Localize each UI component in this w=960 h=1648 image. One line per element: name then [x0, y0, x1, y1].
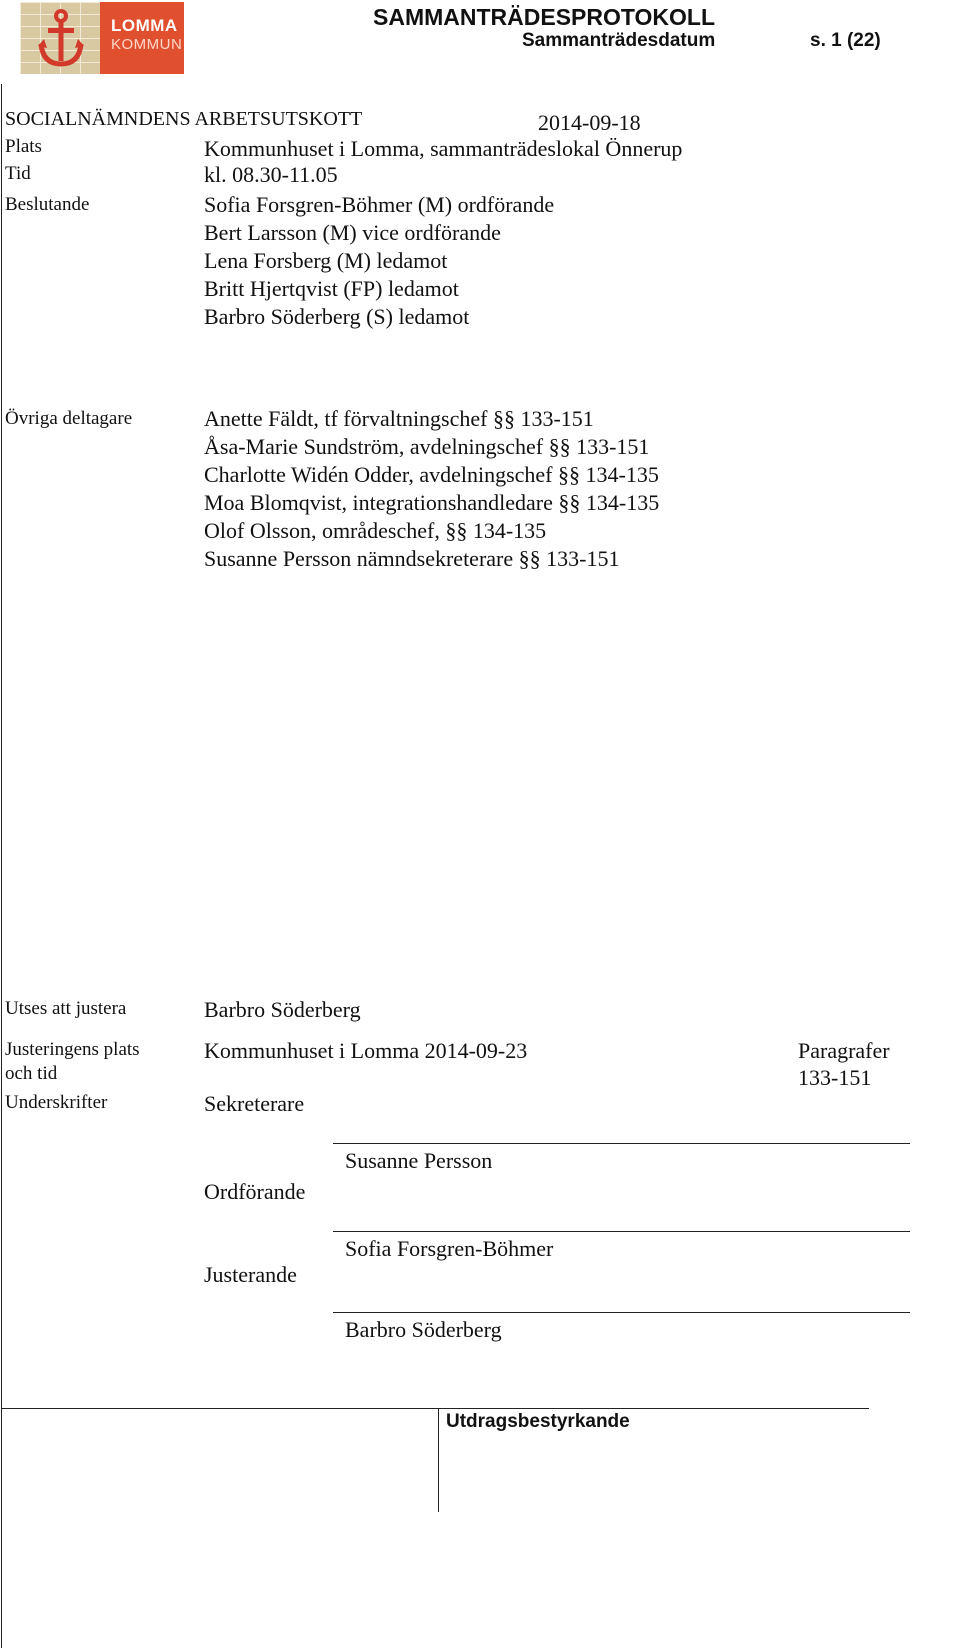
- list-item: Susanne Persson nämndsekreterare §§ 133-151: [204, 546, 620, 571]
- place-value: Kommunhuset i Lomma, sammanträdeslokal Önnerup: [204, 136, 683, 161]
- other-participants-list: [204, 405, 659, 573]
- logo-text-lomma: LOMMA: [111, 16, 178, 35]
- time-value: kl. 08.30-11.05: [204, 162, 338, 187]
- certification-label: Utdragsbestyrkande: [446, 1411, 630, 1432]
- list-item: Lena Forsberg (M) ledamot: [204, 248, 448, 273]
- paragraphs-range: 133-151: [798, 1065, 872, 1090]
- left-border: [1, 84, 2, 1648]
- signatures-label: Underskrifter: [5, 1092, 108, 1113]
- list-item: Anette Fäldt, tf förvaltningschef §§ 133-151: [204, 406, 594, 431]
- list-item: Moa Blomqvist, integrationshandledare §§ 134-135: [204, 490, 660, 515]
- place-label: Plats: [5, 136, 42, 157]
- secretary-name: Susanne Persson: [345, 1148, 493, 1173]
- list-item: Bert Larsson (M) vice ordförande: [204, 220, 501, 245]
- list-item: Åsa-Marie Sundström, avdelningschef §§ 133-151: [204, 434, 650, 459]
- committee-name: SOCIALNÄMNDENS ARBETSUTSKOTT: [5, 108, 363, 130]
- adjust-place-time: Kommunhuset i Lomma 2014-09-23: [204, 1038, 528, 1063]
- adjuster-label: Justerande: [204, 1262, 297, 1287]
- list-item: Sofia Forsgren-Böhmer (M) ordförande: [204, 192, 555, 217]
- chair-name: Sofia Forsgren-Böhmer: [345, 1236, 554, 1261]
- anchor-icon: [38, 8, 84, 70]
- chair-signature-line: [333, 1231, 910, 1232]
- page-number: s. 1 (22): [810, 30, 881, 51]
- meeting-date-label: Sammanträdesdatum: [522, 30, 716, 51]
- list-item: Charlotte Widén Odder, avdelningschef §§ 134-135: [204, 462, 659, 487]
- list-item: Britt Hjertqvist (FP) ledamot: [204, 276, 459, 301]
- decision-makers-label: Beslutande: [5, 194, 90, 215]
- lomma-kommun-logo: [20, 2, 184, 74]
- document-title: SAMMANTRÄDESPROTOKOLL: [373, 4, 716, 30]
- paragraphs-label: Paragrafer: [798, 1038, 890, 1063]
- other-participants-label: Övriga deltagare: [5, 408, 133, 429]
- appointed-adjuster: Barbro Söderberg: [204, 997, 361, 1022]
- meeting-date: 2014-09-18: [538, 110, 641, 135]
- adjuster-name: Barbro Söderberg: [345, 1317, 502, 1342]
- adjuster-signature-line: [333, 1312, 910, 1313]
- list-item: Olof Olsson, områdeschef, §§ 134-135: [204, 518, 547, 543]
- decision-makers-list: [204, 191, 554, 331]
- secretary-signature-line: [333, 1143, 910, 1144]
- time-label: Tid: [5, 163, 31, 184]
- secretary-label: Sekreterare: [204, 1091, 305, 1116]
- chair-label: Ordförande: [204, 1179, 306, 1204]
- footer-top-line: [1, 1408, 869, 1409]
- list-item: Barbro Söderberg (S) ledamot: [204, 304, 470, 329]
- adjust-time-label: och tid: [5, 1063, 58, 1084]
- logo-text-kommun: KOMMUN: [111, 36, 183, 53]
- footer-divider: [438, 1408, 439, 1512]
- adjust-place-label: Justeringens plats: [5, 1039, 140, 1060]
- appointed-adjuster-label: Utses att justera: [5, 998, 127, 1019]
